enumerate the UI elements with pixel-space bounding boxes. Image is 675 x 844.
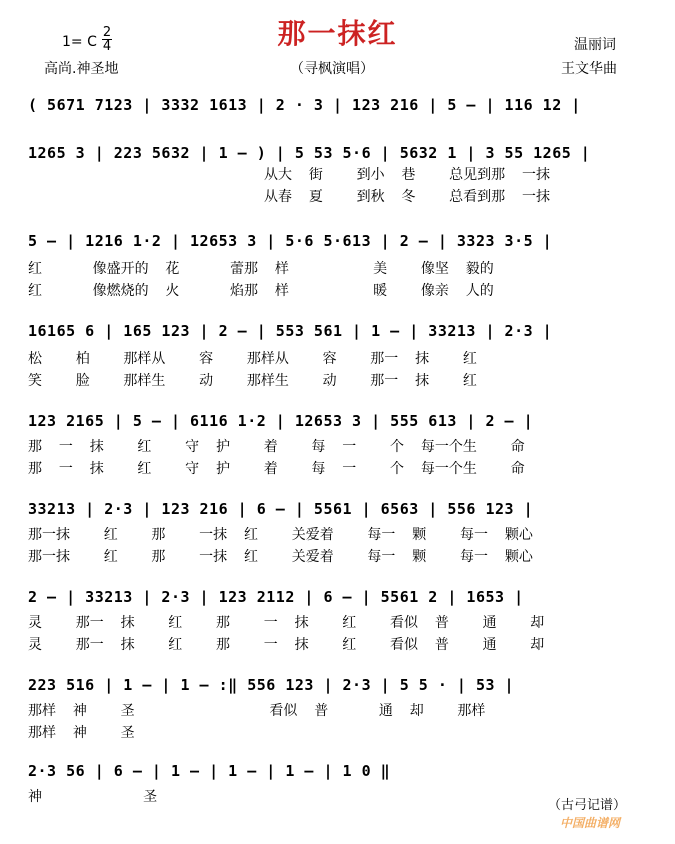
lyric-verse-2: 那 一 抹 红 守 护 着 每 一 个 每一个生 命: [28, 461, 525, 477]
lyric-verse-2: 那样 神 圣: [28, 725, 135, 741]
composer: 王文华曲: [561, 61, 617, 77]
notation-line: 5 – | 1216 1·2 | 12653 3 | 5·6 5·613 | 2 – | 3323 3·5 |: [28, 232, 553, 250]
notation-line: 223 516 | 1 – | 1 – :‖ 556 123 | 2·3 | 5 5 · | 53 |: [28, 676, 515, 694]
lyric-verse-1: 从大 街 到小 巷 总见到那 一抹: [28, 167, 551, 183]
lyric-verse-2: 笑 脸 那样生 动 那样生 动 那一 抹 红: [28, 373, 477, 389]
notation-line: 33213 | 2·3 | 123 216 | 6 – | 5561 | 6563 | 556 123 |: [28, 500, 534, 518]
notation-line: ( 5671 7123 | 3332 1613 | 2 · 3 | 123 216 | 5 – | 116 12 |: [28, 96, 581, 114]
transcriber-note: （古弓记谱）: [548, 798, 627, 813]
page-title: 那一抹红: [277, 17, 398, 50]
lyric-verse-2: 灵 那一 抹 红 那 一 抹 红 看似 普 通 却: [28, 637, 545, 653]
lyric-verse-1: 那样 神 圣 看似 普 通 却 那样: [28, 703, 486, 719]
lyric-verse-1: 神 圣: [28, 789, 158, 805]
notation-line: 2 – | 33213 | 2·3 | 123 2112 | 6 – | 5561 2 | 1653 |: [28, 588, 524, 606]
lyricist: 温丽词: [574, 37, 616, 53]
lyric-verse-2: 那一抹 红 那 一抹 红 关爱着 每一 颗 每一 颗心: [28, 549, 533, 565]
lyric-verse-1: 那 一 抹 红 守 护 着 每 一 个 每一个生 命: [28, 439, 525, 455]
lyric-verse-1: 灵 那一 抹 红 那 一 抹 红 看似 普 通 却: [28, 615, 545, 631]
notation-line: 16165 6 | 165 123 | 2 – | 553 561 | 1 – | 33213 | 2·3 |: [28, 322, 553, 340]
notation-line: 2·3 56 | 6 – | 1 – | 1 – | 1 – | 1 0 ‖: [28, 762, 391, 780]
time-bottom: 4: [102, 39, 112, 54]
watermark-logo: 中国曲谱网: [560, 816, 621, 830]
notation-line: 123 2165 | 5 – | 6116 1·2 | 12653 3 | 555 613 | 2 – |: [28, 412, 534, 430]
lyric-verse-2: 从春 夏 到秋 冬 总看到那 一抹: [28, 189, 551, 205]
performer: （寻枫演唱）: [290, 61, 374, 77]
key-label: 1= C: [62, 34, 97, 50]
lyric-verse-1: 那一抹 红 那 一抹 红 关爱着 每一 颗 每一 颗心: [28, 527, 533, 543]
time-top: 2: [102, 25, 112, 40]
lyric-verse-1: 松 柏 那样从 容 那样从 容 那一 抹 红: [28, 351, 477, 367]
lyric-verse-2: 红 像燃烧的 火 焰那 样 暖 像亲 人的: [28, 283, 494, 299]
notation-line: 1265 3 | 223 5632 | 1 – ) | 5 53 5·6 | 5632 1 | 3 55 1265 |: [28, 144, 591, 162]
lyric-verse-1: 红 像盛开的 花 蕾那 样 美 像坚 毅的: [28, 261, 494, 277]
expression-marking: 高尚.神圣地: [44, 61, 119, 77]
